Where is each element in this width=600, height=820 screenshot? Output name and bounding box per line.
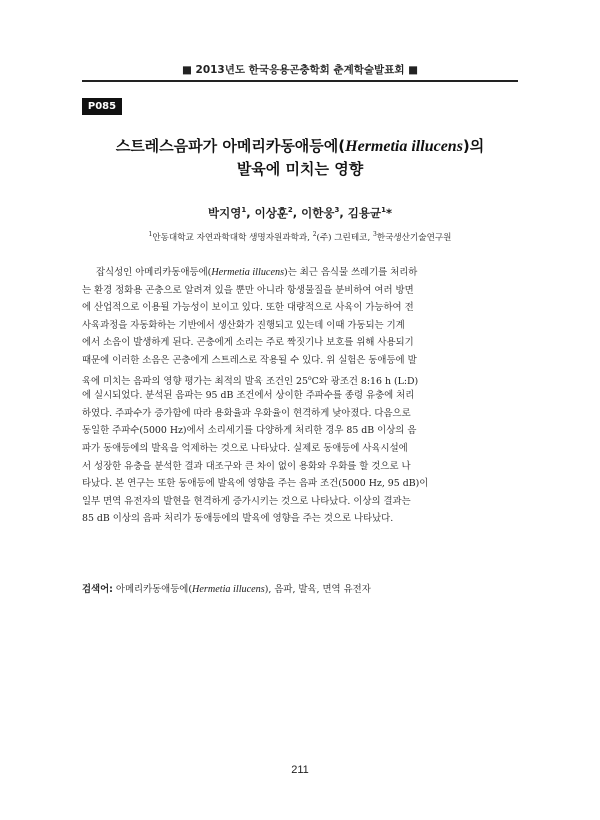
author-name: 이상훈 [254, 206, 288, 220]
author-affiliation-mark: 1 [241, 206, 247, 215]
abstract-scientific-name: Hermetia illucens [211, 267, 285, 278]
keywords-text: ), 음파, 발육, 면역 유전자 [264, 584, 371, 595]
abstract-line: 타났다. 본 연구는 또한 동애등에 발육에 영향을 주는 음파 조건(5000 Hz, 95 dB)이 [82, 478, 429, 490]
title-line-1 [82, 135, 518, 158]
author-affiliation-mark: 3 [334, 206, 340, 215]
abstract-line: 는 환경 정화용 곤충으로 알려져 있을 뿐만 아니라 항생물질을 분비하여 여러 방면 [82, 284, 414, 296]
paper-title [82, 135, 518, 181]
abstract-line: 서 성장한 유충을 분석한 결과 대조구와 큰 차이 없이 용화와 우화를 할 것으로 나 [82, 460, 411, 472]
affiliation-mark: 1 [148, 231, 153, 239]
abstract-text: 잡식성인 아메리카동애등에( [96, 267, 212, 278]
author-separator: , [246, 206, 255, 220]
author-name: 이한웅 [301, 206, 335, 220]
affiliation-text: (주) 그린테코, [316, 233, 373, 243]
abstract-line: 에서 소음이 발생하게 된다. 곤충에게 소리는 주로 짝짓기나 보호를 위해 사용되기 [82, 337, 414, 349]
abstract-line: 때문에 이러한 소음은 곤충에게 스트레스로 작용될 수 있다. 위 실험은 동애등에 발 [82, 354, 417, 366]
author-name: 김용균 [347, 206, 382, 220]
author [255, 206, 302, 220]
abstract-line: 동일한 주파수(5000 Hz)에서 소리세기를 다양하게 처리한 경우 85 dB 이상의 음 [82, 425, 417, 437]
title-line-2: 발육에 미치는 영향 [236, 160, 364, 178]
author-separator: , [339, 206, 348, 220]
abstract-line [82, 370, 518, 388]
author [348, 206, 392, 220]
author-name: 박지영 [208, 206, 242, 220]
corresponding-author-mark: * [385, 206, 392, 220]
abstract-body [82, 264, 518, 528]
poster-code-badge: P085 [82, 98, 122, 115]
affiliations [82, 231, 518, 243]
abstract-line: 하였다. 주파수가 증가함에 따라 용화율과 우화율이 현격하게 낮아졌다. 다음으로 [82, 407, 411, 419]
keywords-text: 아메리카동애등에( [112, 584, 193, 595]
affiliation-mark: 3 [372, 231, 377, 239]
author-separator: , [292, 206, 302, 220]
conference-header: ■ 2013년도 한국응용곤충학회 춘계학술발표회 ■ [181, 64, 419, 76]
author-affiliation-mark: 2 [287, 206, 293, 215]
abstract-text: C와 광조건 8:16 h (L:D) [311, 375, 419, 387]
degree-mark: o [307, 374, 312, 382]
affiliation-mark: 2 [312, 231, 317, 239]
title-text: )의 [462, 137, 485, 155]
author [208, 206, 255, 220]
abstract-line: 사육과정을 자동화하는 기반에서 생산화가 진행되고 있는데 이때 가동되는 기계 [82, 319, 405, 331]
abstract-line: 에 실시되었다. 분석된 음파는 95 dB 조건에서 상이한 주파수를 종령 유충에 처리 [82, 390, 415, 402]
author [301, 206, 348, 220]
page-number: 211 [291, 764, 309, 776]
abstract-line [82, 264, 518, 282]
author-list [82, 205, 518, 221]
abstract-line: 일부 면역 유전자의 발현을 현격하게 증가시키는 것으로 나타났다. 이상의 결과는 [82, 495, 411, 507]
abstract-text: )는 최근 음식물 쓰레기를 처리하 [284, 267, 418, 278]
abstract-line: 에 산업적으로 이용될 가능성이 보이고 있다. 또한 대량적으로 사육이 가능하여 전 [82, 302, 414, 314]
abstract-line: 파가 동애등에의 발육을 억제하는 것으로 나타났다. 실제로 동애등에 사육시설에 [82, 442, 408, 454]
author-affiliation-mark: 1 [381, 206, 386, 215]
affiliation-text: 한국생산기술연구원 [376, 233, 452, 243]
abstract-text: 육에 미치는 음파의 영향 평가는 최적의 발육 조건인 25 [82, 375, 308, 387]
title-scientific-name: Hermetia illucens [345, 138, 463, 155]
keywords-label: 검색어: [82, 584, 113, 595]
header-rule [82, 80, 518, 82]
title-text: 스트레스음파가 아메리카동애등에( [115, 137, 346, 155]
keywords-scientific-name: Hermetia illucens [192, 584, 265, 595]
affiliation-text: 안동대학교 자연과학대학 생명자원과학과, [152, 233, 313, 243]
abstract-line: 85 dB 이상의 음파 처리가 동애등에의 발육에 영향을 주는 것으로 나타났다. [82, 513, 394, 525]
keywords [82, 581, 518, 595]
